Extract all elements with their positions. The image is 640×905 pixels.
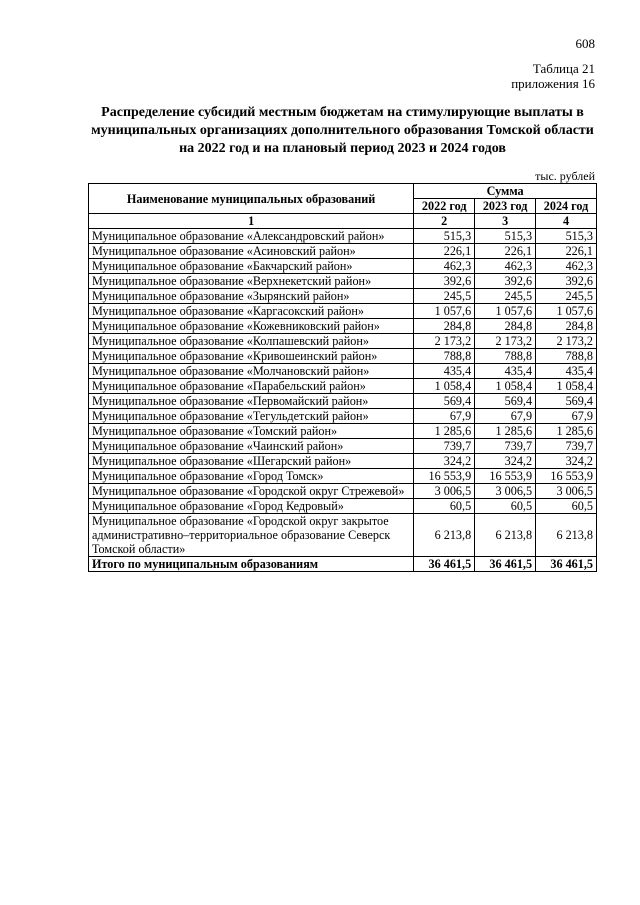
table-row	[89, 484, 597, 499]
value-2024: 392,6	[536, 274, 597, 289]
value-2022: 515,3	[414, 229, 475, 244]
value-2024: 739,7	[536, 439, 597, 454]
value-2022: 1 058,4	[414, 379, 475, 394]
value-2024: 788,8	[536, 349, 597, 364]
header-sum: Сумма	[414, 184, 597, 199]
value-2022: 788,8	[414, 349, 475, 364]
value-2023: 1 285,6	[475, 424, 536, 439]
value-2024: 6 213,8	[536, 514, 597, 557]
municipality-name: Муниципальное образование «Верхнекетский район»	[89, 274, 414, 289]
table-row	[89, 514, 597, 557]
value-2024: 1 057,6	[536, 304, 597, 319]
table-reference	[511, 61, 595, 91]
table-row	[89, 334, 597, 349]
value-2022: 60,5	[414, 499, 475, 514]
table-body	[89, 229, 597, 557]
total-row	[89, 557, 597, 572]
value-2022: 6 213,8	[414, 514, 475, 557]
value-2023: 462,3	[475, 259, 536, 274]
header-name: Наименование муниципальных образований	[89, 184, 414, 214]
table-row	[89, 379, 597, 394]
table-reference-line1: Таблица 21	[532, 61, 595, 76]
total-label: Итого по муниципальным образованиям	[89, 557, 414, 572]
value-2022: 284,8	[414, 319, 475, 334]
header-year-2022: 2022 год	[414, 199, 475, 214]
municipality-name: Муниципальное образование «Асиновский район»	[89, 244, 414, 259]
col-number-2: 2	[414, 214, 475, 229]
value-2024: 3 006,5	[536, 484, 597, 499]
table-row	[89, 259, 597, 274]
document-title: Распределение субсидий местным бюджетам на стимулирующие выплаты в муниципальных организациях дополнительного образования Томской области на 2022 год и на плановый период 2023 и 2024 годов	[91, 105, 594, 156]
table-reference-line2: приложения 16	[511, 76, 595, 91]
table-row	[89, 424, 597, 439]
value-2023: 245,5	[475, 289, 536, 304]
value-2024: 284,8	[536, 319, 597, 334]
municipality-name: Муниципальное образование «Город Кедровый»	[89, 499, 414, 514]
value-2022: 245,5	[414, 289, 475, 304]
municipality-name: Муниципальное образование «Кожевниковский район»	[89, 319, 414, 334]
value-2022: 1 285,6	[414, 424, 475, 439]
value-2022: 1 057,6	[414, 304, 475, 319]
value-2023: 284,8	[475, 319, 536, 334]
value-2024: 515,3	[536, 229, 597, 244]
municipality-name: Муниципальное образование «Чаинский район»	[89, 439, 414, 454]
value-2022: 324,2	[414, 454, 475, 469]
value-2022: 462,3	[414, 259, 475, 274]
value-2022: 16 553,9	[414, 469, 475, 484]
value-2023: 60,5	[475, 499, 536, 514]
municipality-name: Муниципальное образование «Шегарский район»	[89, 454, 414, 469]
municipality-name: Муниципальное образование «Кривошеинский район»	[89, 349, 414, 364]
value-2022: 2 173,2	[414, 334, 475, 349]
col-number-4: 4	[536, 214, 597, 229]
table-row	[89, 499, 597, 514]
value-2024: 435,4	[536, 364, 597, 379]
header-year-2023: 2023 год	[475, 199, 536, 214]
value-2023: 515,3	[475, 229, 536, 244]
table-row	[89, 244, 597, 259]
value-2023: 3 006,5	[475, 484, 536, 499]
municipality-name: Муниципальное образование «Парабельский район»	[89, 379, 414, 394]
value-2023: 435,4	[475, 364, 536, 379]
value-2023: 67,9	[475, 409, 536, 424]
municipality-name: Муниципальное образование «Томский район»	[89, 424, 414, 439]
page-number: 608	[575, 36, 595, 51]
value-2022: 739,7	[414, 439, 475, 454]
value-2022: 226,1	[414, 244, 475, 259]
table-row	[89, 439, 597, 454]
value-2024: 226,1	[536, 244, 597, 259]
total-2024: 36 461,5	[536, 557, 597, 572]
municipality-name: Муниципальное образование «Александровский район»	[89, 229, 414, 244]
table-row	[89, 289, 597, 304]
table-row	[89, 364, 597, 379]
value-2022: 435,4	[414, 364, 475, 379]
municipality-name: Муниципальное образование «Зырянский район»	[89, 289, 414, 304]
table-row	[89, 304, 597, 319]
value-2023: 739,7	[475, 439, 536, 454]
municipality-name: Муниципальное образование «Бакчарский район»	[89, 259, 414, 274]
value-2024: 245,5	[536, 289, 597, 304]
value-2024: 16 553,9	[536, 469, 597, 484]
col-number-3: 3	[475, 214, 536, 229]
value-2024: 569,4	[536, 394, 597, 409]
table-row	[89, 469, 597, 484]
value-2023: 324,2	[475, 454, 536, 469]
table-row	[89, 319, 597, 334]
value-2024: 324,2	[536, 454, 597, 469]
municipality-name: Муниципальное образование «Первомайский район»	[89, 394, 414, 409]
unit-label: тыс. рублей	[535, 169, 595, 183]
value-2023: 788,8	[475, 349, 536, 364]
table-row	[89, 394, 597, 409]
value-2024: 2 173,2	[536, 334, 597, 349]
value-2024: 1 285,6	[536, 424, 597, 439]
municipality-name: Муниципальное образование «Город Томск»	[89, 469, 414, 484]
table-row	[89, 409, 597, 424]
municipality-name: Муниципальное образование «Молчановский район»	[89, 364, 414, 379]
municipality-name: Муниципальное образование «Городской округ закрытое административно–территориальное образование Северск Томской области»	[89, 514, 414, 557]
municipality-name: Муниципальное образование «Каргасокский район»	[89, 304, 414, 319]
value-2023: 569,4	[475, 394, 536, 409]
value-2024: 67,9	[536, 409, 597, 424]
value-2023: 2 173,2	[475, 334, 536, 349]
value-2023: 16 553,9	[475, 469, 536, 484]
value-2022: 3 006,5	[414, 484, 475, 499]
municipality-name: Муниципальное образование «Колпашевский район»	[89, 334, 414, 349]
value-2022: 392,6	[414, 274, 475, 289]
table-row	[89, 274, 597, 289]
municipality-name: Муниципальное образование «Тегульдетский район»	[89, 409, 414, 424]
value-2023: 1 058,4	[475, 379, 536, 394]
value-2022: 67,9	[414, 409, 475, 424]
col-number-1: 1	[89, 214, 414, 229]
value-2023: 226,1	[475, 244, 536, 259]
value-2023: 392,6	[475, 274, 536, 289]
value-2023: 1 057,6	[475, 304, 536, 319]
value-2022: 569,4	[414, 394, 475, 409]
total-2022: 36 461,5	[414, 557, 475, 572]
municipality-name: Муниципальное образование «Городской округ Стрежевой»	[89, 484, 414, 499]
value-2024: 60,5	[536, 499, 597, 514]
table-row	[89, 349, 597, 364]
total-2023: 36 461,5	[475, 557, 536, 572]
value-2023: 6 213,8	[475, 514, 536, 557]
subsidies-table	[88, 183, 597, 572]
table-row	[89, 454, 597, 469]
value-2024: 462,3	[536, 259, 597, 274]
table-row	[89, 229, 597, 244]
value-2024: 1 058,4	[536, 379, 597, 394]
header-year-2024: 2024 год	[536, 199, 597, 214]
